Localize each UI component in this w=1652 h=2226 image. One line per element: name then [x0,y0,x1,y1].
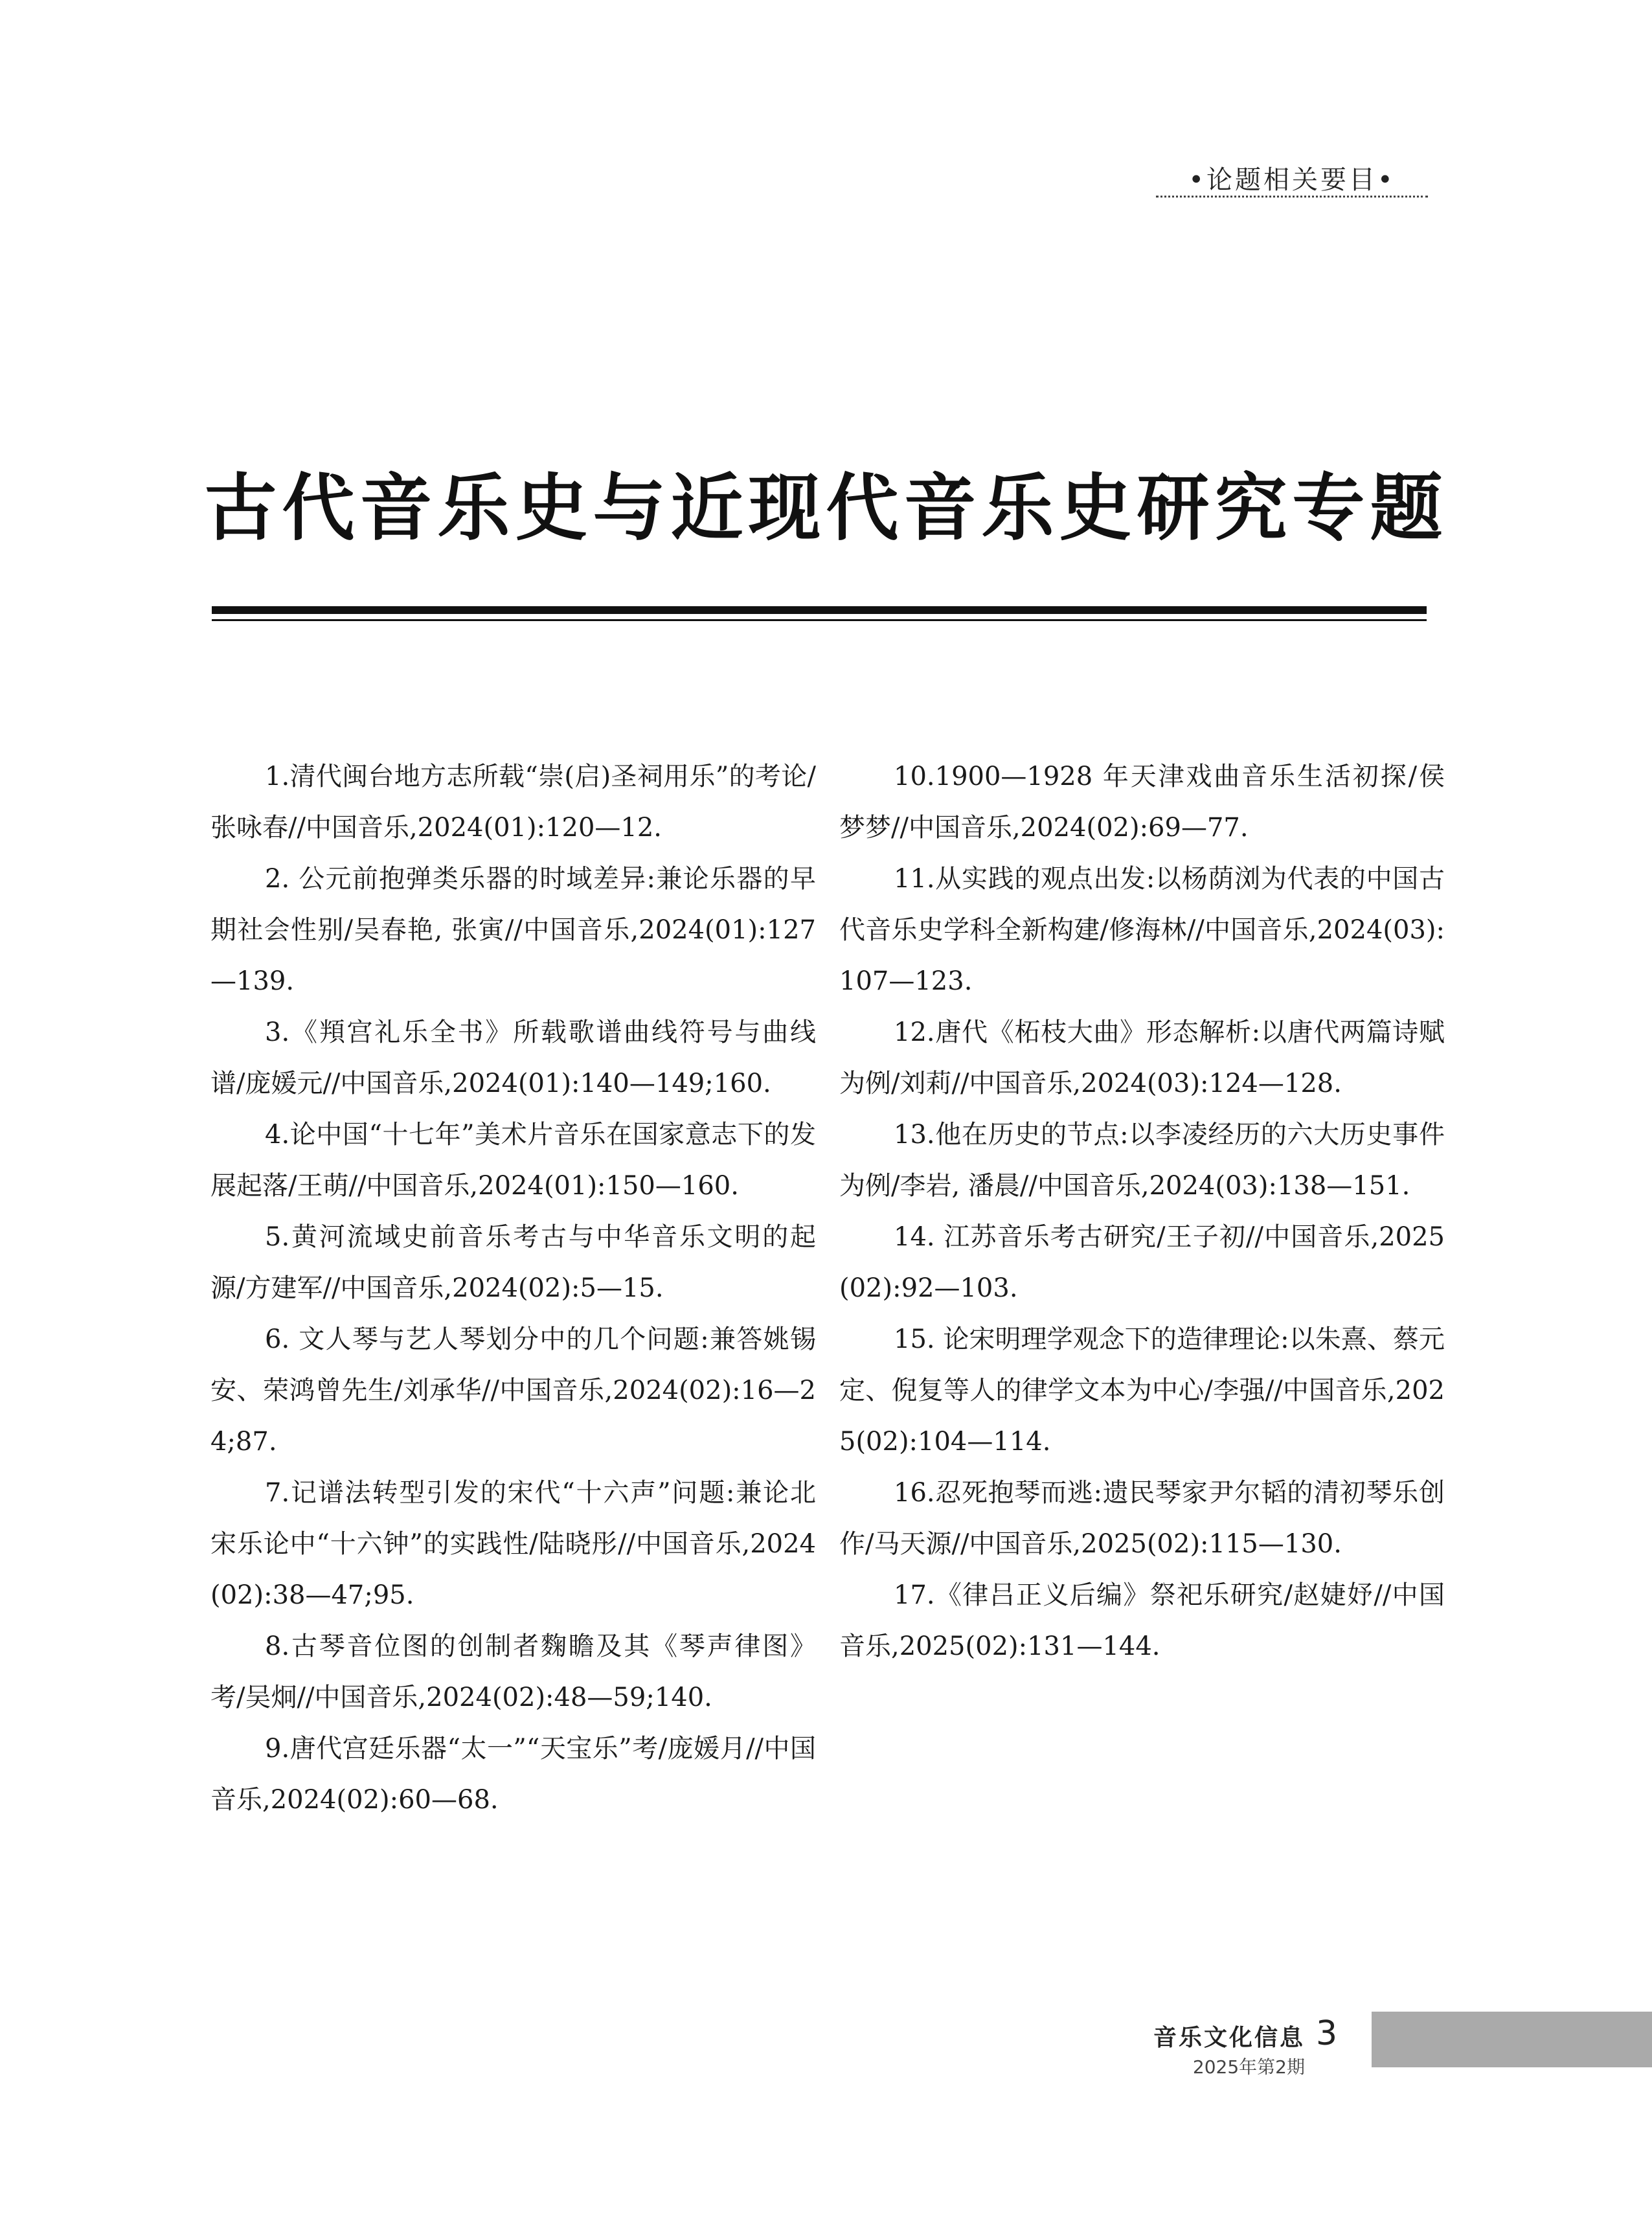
left-column [210,751,816,1826]
section-tag: •论题相关要目• [1188,165,1396,195]
reference-entry-2: 2. 公元前抱弹类乐器的时域差异:兼论乐器的早期社会性别/吴春艳, 张寅//中国音乐,2024(01):127—139. [210,864,816,996]
reference-entry-14: 14. 江苏音乐考古研究/王子初//中国音乐,2025(02):92—103. [839,1222,1445,1303]
reference-entry-12: 12.唐代《柘枝大曲》形态解析:以唐代两篇诗赋为例/刘莉//中国音乐,2024(03):124—128. [839,1017,1445,1098]
reference-entry-8: 8.古琴音位图的创制者麴瞻及其《琴声律图》考/吴炯//中国音乐,2024(02):48—59;140. [210,1631,816,1712]
page-title: 古代音乐史与近现代音乐史研究专题 [204,466,1448,551]
section-tag-underline [1156,196,1428,198]
reference-entry-6: 6. 文人琴与艺人琴划分中的几个问题:兼答姚锡安、荣鸿曾先生/刘承华//中国音乐,2024(02):16—24;87. [210,1324,816,1457]
reference-entry-4: 4.论中国“十七年”美术片音乐在国家意志下的发展起落/王萌//中国音乐,2024(01):150—160. [210,1120,816,1201]
journal-name: 音乐文化信息 [1153,2024,1305,2051]
footer-bar [1372,2012,1652,2067]
reference-entry-13: 13.他在历史的节点:以李凌经历的六大历史事件为例/李岩, 潘晨//中国音乐,2024(03):138—151. [839,1120,1445,1201]
reference-entry-5: 5.黄河流域史前音乐考古与中华音乐文明的起源/方建军//中国音乐,2024(02):5—15. [210,1222,816,1303]
journal-issue: 2025年第2期 [1192,2056,1305,2078]
reference-entry-3: 3.《頖宫礼乐全书》所载歌谱曲线符号与曲线谱/庞媛元//中国音乐,2024(01):140—149;160. [210,1017,816,1098]
page-number: 3 [1316,2014,1338,2053]
title-rule-thin [212,619,1427,621]
reference-entry-9: 9.唐代宫廷乐器“太一”“天宝乐”考/庞媛月//中国音乐,2024(02):60—68. [210,1734,816,1815]
right-column [839,751,1445,1672]
reference-entry-7: 7.记谱法转型引发的宋代“十六声”问题:兼论北宋乐论中“十六钟”的实践性/陆晓彤//中国音乐,2024(02):38—47;95. [210,1478,816,1610]
title-rule-thick [212,606,1427,614]
reference-entry-10: 10.1900—1928 年天津戏曲音乐生活初探/侯梦梦//中国音乐,2024(02):69—77. [839,762,1445,843]
reference-entry-11: 11.从实践的观点出发:以杨荫浏为代表的中国古代音乐史学科全新构建/修海林//中国音乐,2024(03):107—123. [839,864,1445,996]
reference-entry-16: 16.忍死抱琴而逃:遗民琴家尹尔韬的清初琴乐创作/马天源//中国音乐,2025(02):115—130. [839,1478,1445,1559]
reference-entry-1: 1.清代闽台地方志所载“崇(启)圣祠用乐”的考论/张咏春//中国音乐,2024(01):120—12. [210,762,816,843]
reference-entry-15: 15. 论宋明理学观念下的造律理论:以朱熹、蔡元定、倪复等人的律学文本为中心/李强//中国音乐,2025(02):104—114. [839,1324,1445,1457]
reference-entry-17: 17.《律吕正义后编》祭祀乐研究/赵婕妤//中国音乐,2025(02):131—144. [839,1580,1445,1661]
